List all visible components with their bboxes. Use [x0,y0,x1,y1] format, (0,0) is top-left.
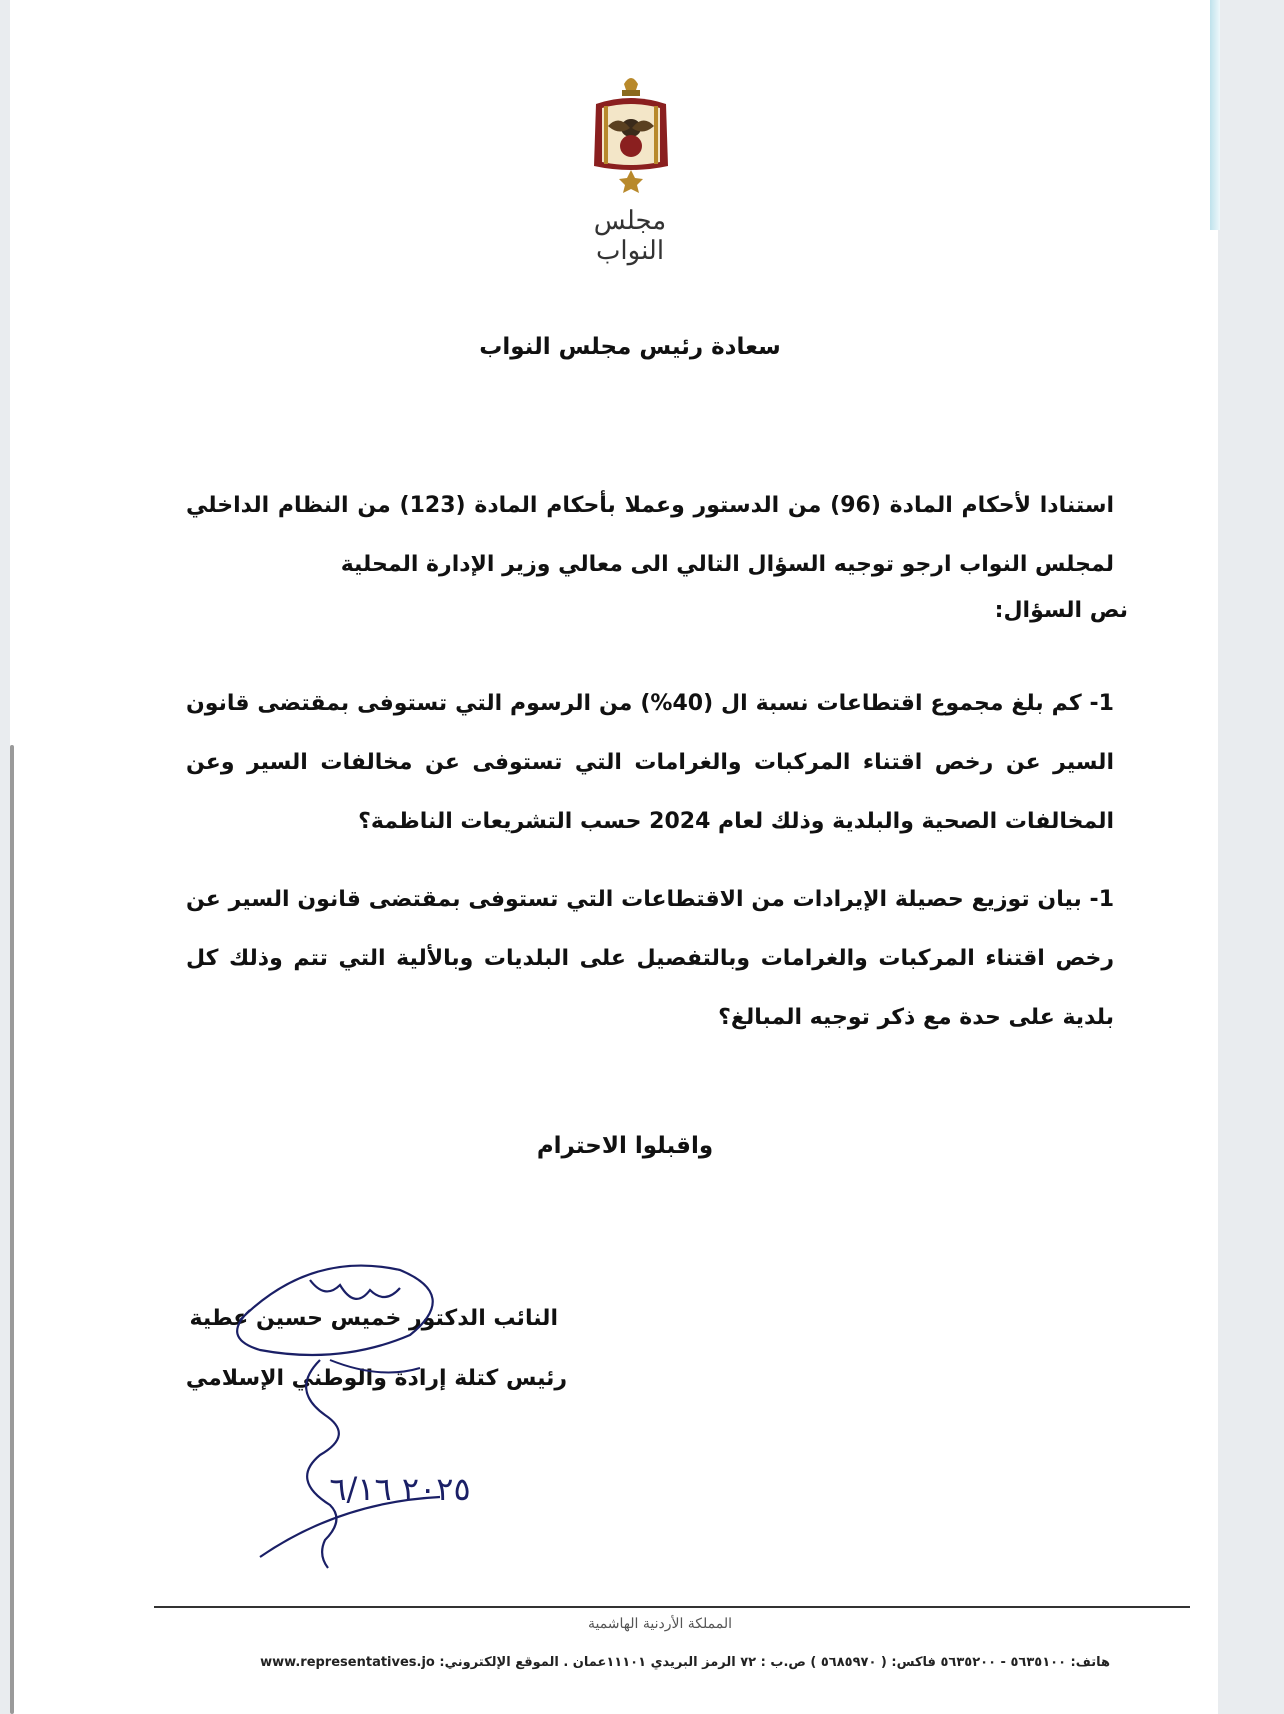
footer-divider [154,1606,1190,1608]
question-2: 1- بيان توزيع حصيلة الإيرادات من الاقتطاعات التي تستوفى بمقتضى قانون السير عن رخص اقتناء المركبات والغرامات وبالتفصيل على البلديات وبالألية التي تتم وذلك كل بلدية على حدة مع ذكر توجيه المبالغ؟ [186,887,1114,1030]
scroll-indicator[interactable] [10,745,14,1714]
jordan-coat-of-arms-icon [586,70,676,194]
footer-contact-info: هاتف: ٥٦٣٥١٠٠ - ٥٦٣٥٢٠٠ فاكس: ( ٥٦٨٥٩٧٠ ) ص.ب : ٧٢ الرمز البريدي ١١١٠١عمان . الموقع الإلكتروني: www.representatives.jo [260,1655,1110,1670]
footer-kingdom-script: المملكة الأردنية الهاشمية [587,1616,733,1632]
question-label: نص السؤال: [994,598,1128,623]
signatory-name: النائب الدكتور خميس حسين عطية [189,1306,558,1331]
question-1: 1- كم بلغ مجموع اقتطاعات نسبة ال (40%) من الرسوم التي تستوفى بمقتضى قانون السير عن رخص اقتناء المركبات والغرامات التي تستوفى عن مخالفات السير وعن المخالفات الصحية والبلدية وذلك لعام 2024 حسب التشريعات الناظمة؟ [186,691,1114,834]
intro-paragraph: استنادا لأحكام المادة (96) من الدستور وعملا بأحكام المادة (123) من النظام الداخلي لمجلس النواب ارجو توجيه السؤال التالي الى معالي وزير الإدارة المحلية [186,493,1114,577]
page-edge-shadow [1210,0,1220,230]
addressee-line: سعادة رئيس مجلس النواب [479,334,781,360]
signatory-title: رئيس كتلة إرادة والوطني الإسلامي [185,1366,567,1391]
institution-script: مجلس النواب [593,206,667,266]
handwritten-date-text: ٢٠٢٥ ٦/١٦ [329,1470,471,1508]
closing-salutation: واقبلوا الاحترام [536,1133,714,1159]
